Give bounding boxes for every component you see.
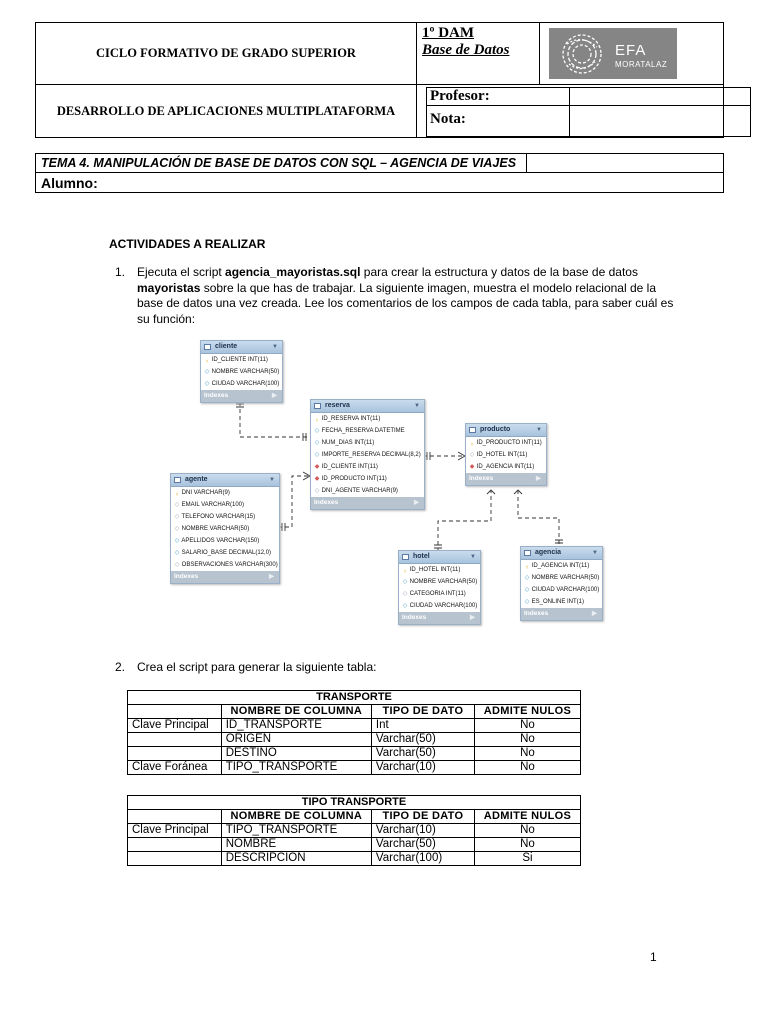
er-table-agente <box>170 473 280 584</box>
table-row <box>128 747 581 761</box>
page-number: 1 <box>650 950 657 964</box>
item1-number: 1. <box>115 265 126 279</box>
er-indexes-bar <box>311 497 424 509</box>
table-cell <box>128 733 222 747</box>
table-cell <box>128 747 222 761</box>
er-indexes-bar <box>399 612 480 624</box>
column-icon: ◇ <box>174 514 180 520</box>
column-icon: ◇ <box>524 587 530 593</box>
table-cell: Varchar(100) <box>371 852 474 866</box>
er-field <box>311 461 424 473</box>
er-table-cliente <box>200 340 283 403</box>
column-header <box>128 705 222 719</box>
indexes-label: Indexes <box>402 614 427 621</box>
er-field <box>311 413 424 425</box>
er-table-header <box>399 551 480 564</box>
indexes-label: Indexes <box>174 573 199 580</box>
foreign-key-icon: ◆ <box>314 476 320 482</box>
table-row <box>128 852 581 866</box>
er-table-name: hotel <box>413 553 430 560</box>
column-header: NOMBRE DE COLUMNA <box>221 810 371 824</box>
chevron-right-icon: ▶ <box>470 614 475 621</box>
table-header-row <box>128 705 581 719</box>
key-icon: ♀ <box>174 490 180 496</box>
table-cell: No <box>474 824 580 838</box>
table-icon <box>524 550 531 556</box>
column-icon: ◇ <box>524 599 530 605</box>
table-row <box>128 733 581 747</box>
foreign-key-icon: ◆ <box>469 464 475 470</box>
er-field <box>311 425 424 437</box>
table-cell: DESCRIPCION <box>221 852 371 866</box>
er-field <box>466 449 546 461</box>
column-icon: ◇ <box>174 538 180 544</box>
chevron-down-icon: ▼ <box>414 403 420 409</box>
item2-number: 2. <box>115 660 126 674</box>
er-field-text: NOMBRE VARCHAR(50) <box>180 526 250 532</box>
table-cell: ORIGEN <box>221 733 371 747</box>
er-indexes-bar <box>521 608 602 620</box>
table-cell: Varchar(10) <box>371 761 474 775</box>
er-table-name: agente <box>185 476 208 483</box>
nota-label: Nota: <box>426 106 570 137</box>
er-table-name: cliente <box>215 343 238 350</box>
er-field <box>399 564 480 576</box>
table-cell: No <box>474 733 580 747</box>
er-table-agencia <box>520 546 603 621</box>
table-row <box>128 719 581 733</box>
item1-db-name: mayoristas <box>137 280 201 295</box>
chevron-down-icon: ▼ <box>269 477 275 483</box>
column-icon: ◇ <box>174 502 180 508</box>
key-icon: ♀ <box>314 416 320 422</box>
table-row <box>128 824 581 838</box>
column-icon: ◇ <box>402 603 408 609</box>
er-field <box>171 547 279 559</box>
table-cell: Si <box>474 852 580 866</box>
ciclo-label: CICLO FORMATIVO DE GRADO SUPERIOR <box>36 23 417 85</box>
table-cell: DESTINO <box>221 747 371 761</box>
er-field <box>311 473 424 485</box>
er-field <box>171 559 279 571</box>
column-header: NOMBRE DE COLUMNA <box>221 705 371 719</box>
er-field-text: CIUDAD VARCHAR(100) <box>210 381 280 387</box>
er-field <box>171 499 279 511</box>
table-icon <box>314 403 321 409</box>
er-field-text: IMPORTE_RESERVA DECIMAL(8,2) <box>320 452 421 458</box>
er-field-text: ID_HOTEL INT(11) <box>475 452 528 458</box>
indexes-label: Indexes <box>314 499 339 506</box>
er-field <box>399 588 480 600</box>
chevron-down-icon: ▼ <box>592 550 598 556</box>
er-field <box>171 511 279 523</box>
er-field-text: CIUDAD VARCHAR(100) <box>530 587 600 593</box>
er-field <box>521 560 602 572</box>
er-field-text: ID_CLIENTE INT(11) <box>320 464 378 470</box>
er-indexes-bar <box>201 390 282 402</box>
er-table-header <box>466 424 546 437</box>
er-field <box>521 596 602 608</box>
item1-text-f: base de datos una vez creada. Lee los comentarios de los campos de cada tabla, para saber cuál es <box>137 296 674 310</box>
indexes-label: Indexes <box>469 475 494 482</box>
item1-text-g: su función: <box>137 311 196 326</box>
table-cell <box>128 838 222 852</box>
chevron-down-icon: ▼ <box>536 427 542 433</box>
er-field-text: APELLIDOS VARCHAR(150) <box>180 538 260 544</box>
er-field <box>399 576 480 588</box>
column-icon: ◇ <box>402 591 408 597</box>
table-cell <box>128 852 222 866</box>
er-field <box>201 354 282 366</box>
er-field-text: CATEGORIA INT(11) <box>408 591 466 597</box>
er-field-text: NUM_DIAS INT(11) <box>320 440 375 446</box>
er-indexes-bar <box>171 571 279 583</box>
column-header: TIPO DE DATO <box>371 705 474 719</box>
column-header: TIPO DE DATO <box>371 810 474 824</box>
er-field-text: ID_RESERVA INT(11) <box>320 416 381 422</box>
chevron-right-icon: ▶ <box>536 475 541 482</box>
er-field-text: DNI VARCHAR(9) <box>180 490 230 496</box>
er-field <box>521 584 602 596</box>
column-icon: ◇ <box>174 550 180 556</box>
logo-efa-text: EFA <box>615 42 647 59</box>
table-icon <box>469 427 476 433</box>
er-field <box>171 487 279 499</box>
rel-agente-reserva <box>278 476 310 527</box>
table-row <box>128 838 581 852</box>
key-icon: ♀ <box>204 357 210 363</box>
key-icon: ♀ <box>469 440 475 446</box>
er-field <box>171 523 279 535</box>
item1-text-e: sobre la que has de trabajar. La siguiente imagen, muestra el modelo relacional de la <box>200 280 656 295</box>
alumno-label: Alumno: <box>41 175 98 191</box>
er-field <box>311 485 424 497</box>
er-field-text: ID_CLIENTE INT(11) <box>210 357 268 363</box>
table-icon <box>402 554 409 560</box>
chevron-right-icon: ▶ <box>414 499 419 506</box>
table-cell: ID_TRANSPORTE <box>221 719 371 733</box>
table-cell: TIPO_TRANSPORTE <box>221 761 371 775</box>
tipo-transporte-title: TIPO TRANSPORTE <box>128 796 581 810</box>
table-cell: Clave Foránea <box>128 761 222 775</box>
er-table-producto <box>465 423 547 486</box>
er-field <box>466 437 546 449</box>
column-header: ADMITE NULOS <box>474 810 580 824</box>
er-field-text: ID_PRODUCTO INT(11) <box>475 440 542 446</box>
chevron-right-icon: ▶ <box>592 610 597 617</box>
column-header: ADMITE NULOS <box>474 705 580 719</box>
er-field-text: NOMBRE VARCHAR(50) <box>408 579 478 585</box>
table-icon <box>174 477 181 483</box>
column-icon: ◇ <box>314 428 320 434</box>
module-label: Base de Datos <box>422 42 510 58</box>
table-cell: Varchar(10) <box>371 824 474 838</box>
item1-script-name: agencia_mayoristas.sql <box>225 265 361 279</box>
er-field-text: EMAIL VARCHAR(100) <box>180 502 245 508</box>
column-icon: ◇ <box>469 452 475 458</box>
profesor-label: Profesor: <box>426 87 570 106</box>
rel-agencia-producto <box>518 490 559 546</box>
er-field-text: OBSERVACIONES VARCHAR(300) <box>180 562 278 568</box>
table-cell: Varchar(50) <box>371 747 474 761</box>
chevron-down-icon: ▼ <box>470 554 476 560</box>
er-field <box>201 378 282 390</box>
table-cell: Clave Principal <box>128 719 222 733</box>
er-field-text: DNI_AGENTE VARCHAR(9) <box>320 488 398 494</box>
er-field-text: ID_AGENCIA INT(11) <box>475 464 535 470</box>
column-icon: ◇ <box>402 579 408 585</box>
transporte-title: TRANSPORTE <box>128 691 581 705</box>
table-cell: Int <box>371 719 474 733</box>
transporte-table <box>127 690 581 775</box>
er-indexes-bar <box>466 473 546 485</box>
er-table-name: producto <box>480 426 511 433</box>
item1-text-c: para crear la estructura y datos de la base de datos <box>360 265 638 279</box>
er-field-text: FECHA_RESERVA DATETIME <box>320 428 405 434</box>
er-field-text: CIUDAD VARCHAR(100) <box>408 603 478 609</box>
column-icon: ◇ <box>314 488 320 494</box>
chevron-right-icon: ▶ <box>269 573 274 580</box>
er-field <box>521 572 602 584</box>
tipo-transporte-table <box>127 795 581 866</box>
table-cell: No <box>474 747 580 761</box>
er-table-reserva <box>310 399 425 510</box>
rel-hotel-producto <box>438 490 491 552</box>
er-field-text: ID_AGENCIA INT(11) <box>530 563 590 569</box>
table-cell: No <box>474 761 580 775</box>
er-field <box>311 437 424 449</box>
er-field-text: NOMBRE VARCHAR(50) <box>210 369 280 375</box>
key-icon: ♀ <box>524 563 530 569</box>
er-table-header <box>521 547 602 560</box>
table-cell: NOMBRE <box>221 838 371 852</box>
course-label: 1º DAM <box>422 25 475 41</box>
er-table-hotel <box>398 550 481 625</box>
activities-heading: ACTIVIDADES A REALIZAR <box>109 237 266 251</box>
foreign-key-icon: ◆ <box>314 464 320 470</box>
er-field <box>311 449 424 461</box>
er-table-name: agencia <box>535 549 562 556</box>
column-header <box>128 810 222 824</box>
table-cell: Clave Principal <box>128 824 222 838</box>
er-field-text: ID_PRODUCTO INT(11) <box>320 476 387 482</box>
er-table-header <box>201 341 282 354</box>
er-field <box>171 535 279 547</box>
rel-cliente-reserva <box>240 402 310 437</box>
tema-title: TEMA 4. MANIPULACIÓN DE BASE DE DATOS CON SQL – AGENCIA DE VIAJES <box>36 154 527 173</box>
column-icon: ◇ <box>204 381 210 387</box>
table-icon <box>204 344 211 350</box>
logo-moratalaz-text: MORATALAZ <box>615 60 668 69</box>
table-cell: TIPO_TRANSPORTE <box>221 824 371 838</box>
indexes-label: Indexes <box>524 610 549 617</box>
column-icon: ◇ <box>314 452 320 458</box>
chevron-down-icon: ▼ <box>272 344 278 350</box>
column-icon: ◇ <box>174 526 180 532</box>
column-icon: ◇ <box>314 440 320 446</box>
table-cell: Varchar(50) <box>371 838 474 852</box>
er-field-text: ID_HOTEL INT(11) <box>408 567 461 573</box>
indexes-label: Indexes <box>204 392 229 399</box>
chevron-right-icon: ▶ <box>272 392 277 399</box>
table-row <box>128 761 581 775</box>
er-table-name: reserva <box>325 402 350 409</box>
er-field-text: NOMBRE VARCHAR(50) <box>530 575 600 581</box>
table-header-row <box>128 810 581 824</box>
table-cell: Varchar(50) <box>371 733 474 747</box>
desarrollo-label: DESARROLLO DE APLICACIONES MULTIPLATAFORMA <box>36 85 417 138</box>
er-table-header <box>311 400 424 413</box>
er-field <box>399 600 480 612</box>
er-field <box>201 366 282 378</box>
er-table-header <box>171 474 279 487</box>
column-icon: ◇ <box>174 562 180 568</box>
er-field <box>466 461 546 473</box>
item2-text: Crea el script para generar la siguiente tabla: <box>137 660 377 674</box>
er-field-text: TELEFONO VARCHAR(15) <box>180 514 256 520</box>
key-icon: ♀ <box>402 567 408 573</box>
table-cell: No <box>474 719 580 733</box>
column-icon: ◇ <box>204 369 210 375</box>
column-icon: ◇ <box>524 575 530 581</box>
item1-text-a: Ejecuta el script <box>137 265 226 279</box>
table-cell: No <box>474 838 580 852</box>
er-field-text: SALARIO_BASE DECIMAL(12,0) <box>180 550 272 556</box>
er-field-text: ES_ONLINE INT(1) <box>530 599 585 605</box>
